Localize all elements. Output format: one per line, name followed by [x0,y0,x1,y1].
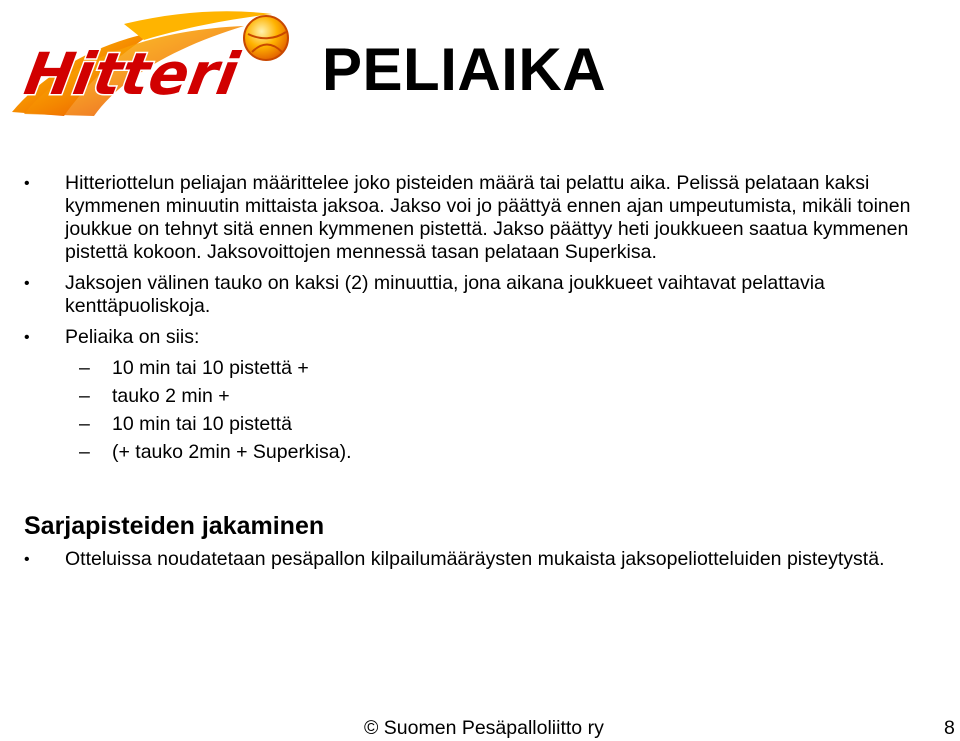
dash-icon: – [79,413,90,435]
bullet-text: Otteluissa noudatetaan pesäpallon kilpailumääräysten mukaista jaksopeliotteluiden pisteytystä. [65,548,885,570]
bullet-text: Hitteriottelun peliajan määrittelee joko pisteiden määrä tai pelattu aika. Pelissä pelataan kaksi kymmenen minuutin mittaista jaksoa. Jakso voi jo päättyä ennen ajan umpeutumista, mikäli toinen joukkue on tehnyt sitä ennen kymmenen pistettä. Jakso päättyy heti joukkueen saatua kymmenen pistettä kokoon. Jaksovoittojen mennessä tasan pelataan Superkisa. [65,172,911,263]
dash-icon: – [79,385,90,407]
bullet-item [24,326,949,349]
footer-copyright: © Suomen Pesäpalloliitto ry [364,717,604,739]
bullet-item [24,272,949,318]
sub-item [24,385,949,413]
dash-icon: – [79,441,90,463]
sub-item-text: (+ tauko 2min + Superkisa). [112,441,352,463]
logo-text: Hitteri [19,40,244,108]
sub-item [24,441,949,469]
slide-content [24,172,949,469]
section-content [24,548,949,579]
hitteri-logo-graphic [4,4,300,122]
bullet-item [24,172,949,264]
sub-item [24,413,949,441]
page-number: 8 [944,717,955,739]
sub-item-text: 10 min tai 10 pistettä [112,413,292,435]
bullet-text: Peliaika on siis: [65,326,200,348]
bullet-text: Jaksojen välinen tauko on kaksi (2) minuuttia, jona aikana joukkueet vaihtavat pelattavia kenttäpuoliskoja. [65,272,825,317]
bullet-item [24,548,949,571]
sub-item-text: 10 min tai 10 pistettä + [112,357,309,379]
slide-title: PELIAIKA [322,36,607,103]
hitteri-logo [4,4,300,122]
sub-item-text: tauko 2 min + [112,385,230,407]
bullet-icon: • [24,551,30,568]
dash-icon: – [79,357,90,379]
bullet-icon: • [24,175,30,192]
bullet-icon: • [24,329,30,346]
bullet-icon: • [24,275,30,292]
sub-item [24,357,949,385]
section-heading: Sarjapisteiden jakaminen [24,512,325,540]
sub-list [24,357,949,469]
